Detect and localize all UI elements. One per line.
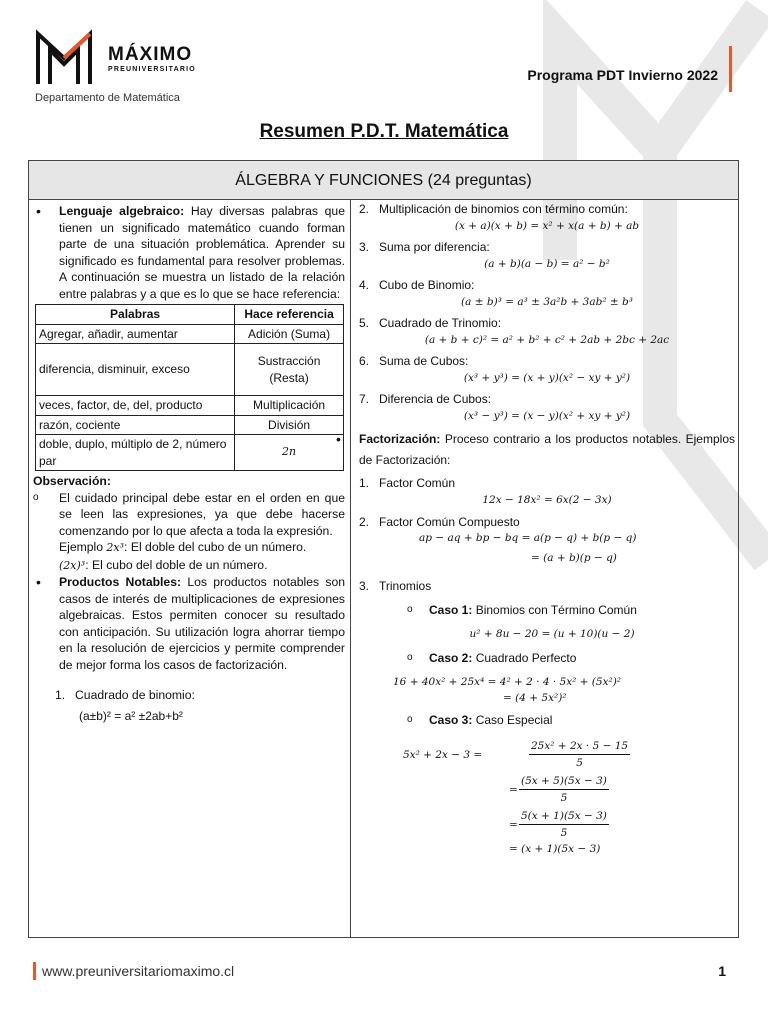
item-formula: (x³ + y³) = (x + y)(x² − xy + y²) <box>463 372 631 384</box>
table-cell: Adición (Suma) <box>235 324 344 344</box>
observacion-label <box>33 473 345 490</box>
productos-text: Los productos notables son casos de interés de multiplicaciones de expresiones algebraicas. Estos permiten conocer su resultado con anticipación. Su utilización logra ahorrar tiempo en la resolución de ejercicios y permite comprender de mejor forma los casos de factorización. <box>59 575 346 672</box>
factorizacion-label: Factorización: <box>359 432 441 446</box>
table-row <box>36 324 344 344</box>
cuadrado-binomio-label: Cuadrado de binomio: <box>75 688 195 702</box>
table-cell: razón, cociente <box>36 415 235 435</box>
caso-2-item <box>393 650 735 706</box>
lenguaje-label: Lenguaje algebraico: <box>59 204 185 218</box>
observacion-heading: Observación: <box>33 474 111 488</box>
caso-2-label: Caso 2: <box>429 651 473 665</box>
table-cell: diferencia, disminuir, exceso <box>36 344 235 396</box>
caso-1-label: Caso 1: <box>429 603 473 617</box>
table-cell: veces, factor, de, del, producto <box>36 396 235 416</box>
item-formula: (a ± b)³ = a³ ± 3a²b + 3ab² ± b³ <box>461 296 633 308</box>
caso-3-final: = (x + 1)(5x − 3) <box>509 843 601 855</box>
caso-3-fraction-2 <box>519 773 609 806</box>
item-number: 3. <box>359 579 370 593</box>
program-year: 2022 <box>686 67 718 83</box>
department-label: Departamento de Matemática <box>35 92 180 104</box>
item-number: 5. <box>359 316 370 330</box>
item-number: 1. <box>55 688 66 702</box>
factor-comun-compuesto-formula-1: ap − aq + bp − bq = a(p − q) + b(p − q) <box>419 532 637 544</box>
fraction-numerator: (5x + 5)(5x − 3) <box>519 773 609 790</box>
trinomios-item <box>359 578 735 594</box>
productos-label: Productos Notables: <box>59 575 182 589</box>
document-title: Resumen P.D.T. Matemática <box>259 121 509 142</box>
item-formula: (a + b)(a − b) = a² − b² <box>484 258 610 270</box>
list-item <box>359 201 735 234</box>
factor-comun-formula: 12x − 18x² = 6x(2 − 3x) <box>482 494 612 506</box>
table-cell: 2n <box>235 435 344 471</box>
item-label: Diferencia de Cubos: <box>379 392 492 406</box>
item-label: Suma por diferencia: <box>379 240 490 254</box>
fraction-numerator: 25x² + 2x · 5 − 15 <box>529 738 630 755</box>
caso-3-lhs: 5x² + 2x − 3 = <box>403 748 483 761</box>
list-item <box>359 315 735 348</box>
caso-3-item <box>407 712 735 728</box>
caso-2-formula-2: = (4 + 5x²)² <box>503 692 567 704</box>
example-1-math: 2x³ <box>106 541 125 554</box>
trinomios-cases <box>359 602 735 857</box>
cuadrado-binomio-item <box>33 687 345 704</box>
table-cell: Sustracción (Resta) <box>235 344 344 396</box>
item-number: 6. <box>359 354 370 368</box>
footer-accent-bar <box>33 962 36 980</box>
fraction-numerator: 5(x + 1)(5x − 3) <box>519 808 609 825</box>
caso-1-formula: u² + 8u − 20 = (u + 10)(u − 2) <box>469 628 635 640</box>
reference-table <box>35 304 344 471</box>
table-row <box>36 396 344 416</box>
item-formula: (x³ − y³) = (x − y)(x² + xy + y²) <box>463 410 631 422</box>
item-label: Cuadrado de Trinomio: <box>379 316 502 330</box>
trinomios-label: Trinomios <box>379 579 432 593</box>
factor-comun-label: Factor Común <box>379 476 456 490</box>
caso-3-derivation <box>403 738 735 857</box>
right-column <box>359 201 735 857</box>
table-row <box>36 415 344 435</box>
observacion-text: El cuidado principal debe estar en el orden en que se leen las expresiones, ya que debe hacerse comenzando por lo que afecta a toda la expresión. <box>59 490 345 538</box>
column-divider <box>350 200 351 938</box>
table-row <box>36 435 344 471</box>
factorizacion-text: Proceso contrario a los productos notables. Ejemplos de Factorización: <box>359 432 735 467</box>
list-item <box>359 239 735 272</box>
list-item <box>359 353 735 386</box>
fraction-denominator: 5 <box>560 792 568 804</box>
table-row <box>36 344 344 396</box>
table-header: Palabras <box>36 305 235 325</box>
item-number: 2. <box>359 515 370 529</box>
cuadrado-binomio-formula: (a±b)² = a² ±2ab+b² <box>79 708 183 723</box>
example-1-text: : El doble del cubo de un número. <box>124 540 307 554</box>
caso-1-item <box>407 602 735 642</box>
section-title: ÁLGEBRA Y FUNCIONES (24 preguntas) <box>29 161 738 200</box>
caso-3-fraction-1 <box>529 738 630 771</box>
item-number: 7. <box>359 392 370 406</box>
factor-comun-compuesto-item <box>359 514 735 566</box>
caso-1-text: Binomios con Término Común <box>475 603 637 617</box>
program-title <box>527 67 718 83</box>
factorizacion-item <box>333 429 735 471</box>
example-1-prefix: Ejemplo <box>59 540 104 554</box>
item-number: 1. <box>359 476 370 490</box>
item-label: Cubo de Binomio: <box>379 278 475 292</box>
table-header-row <box>36 305 344 325</box>
fraction-denominator: 5 <box>560 827 568 839</box>
program-name: Programa PDT Invierno <box>527 67 683 83</box>
factor-comun-compuesto-label: Factor Común Compuesto <box>379 515 520 529</box>
caso-2-formula-1: 16 + 40x² + 25x⁴ = 4² + 2 · 4 · 5x² + (5x²)² <box>393 676 622 688</box>
equal-sign: = <box>509 783 518 796</box>
caso-3-fraction-3 <box>519 808 609 841</box>
observacion-item <box>33 490 345 575</box>
lenguaje-algebraico-item <box>33 203 345 302</box>
item-number: 3. <box>359 240 370 254</box>
example-2-math: (2x)³ <box>59 558 86 572</box>
table-cell: Multiplicación <box>235 396 344 416</box>
item-formula: (x + a)(x + b) = x² + x(a + b) + ab <box>454 220 640 232</box>
brand-name: MÁXIMO <box>108 44 193 65</box>
table-cell: Agregar, añadir, aumentar <box>36 324 235 344</box>
content-frame <box>28 160 739 938</box>
fraction-denominator: 5 <box>576 757 583 769</box>
item-number: 2. <box>359 202 370 216</box>
table-header: Hace referencia <box>235 305 344 325</box>
footer-url-link[interactable]: www.preuniversitariomaximo.cl <box>42 963 235 979</box>
list-item <box>359 391 735 424</box>
brand-subtitle: PREUNIVERSITARIO <box>108 66 196 73</box>
factor-comun-compuesto-formula-2: = (a + b)(p − q) <box>531 552 617 564</box>
page-number: 1 <box>718 963 726 979</box>
caso-3-label: Caso 3: <box>429 713 473 727</box>
caso-2-text: Cuadrado Perfecto <box>475 651 577 665</box>
item-label: Multiplicación de binomios con término común: <box>379 202 628 216</box>
equal-sign: = <box>509 818 518 831</box>
table-cell: doble, duplo, múltiplo de 2, número par <box>36 435 235 471</box>
example-2-text: : El cubo del doble de un número. <box>85 557 268 572</box>
factor-comun-item <box>359 475 735 508</box>
left-column <box>33 203 345 724</box>
header-accent-bar <box>729 46 732 92</box>
table-cell: División <box>235 415 344 435</box>
caso-3-text: Caso Especial <box>475 713 553 727</box>
item-number: 4. <box>359 278 370 292</box>
productos-notables-list <box>359 201 735 424</box>
lenguaje-text: Hay diversas palabras que tienen un significado matemático cuando forman parte de una situación problemática. Aprender su significado es fundamental para resolver problemas. A continuación se muestra un listado de la relación entre palabras y a que es lo que se hace referencia: <box>59 204 345 301</box>
item-label: Suma de Cubos: <box>379 354 469 368</box>
productos-notables-item <box>33 574 345 673</box>
list-item <box>359 277 735 310</box>
item-formula: (a + b + c)² = a² + b² + c² + 2ab + 2bc + 2ac <box>424 334 670 346</box>
